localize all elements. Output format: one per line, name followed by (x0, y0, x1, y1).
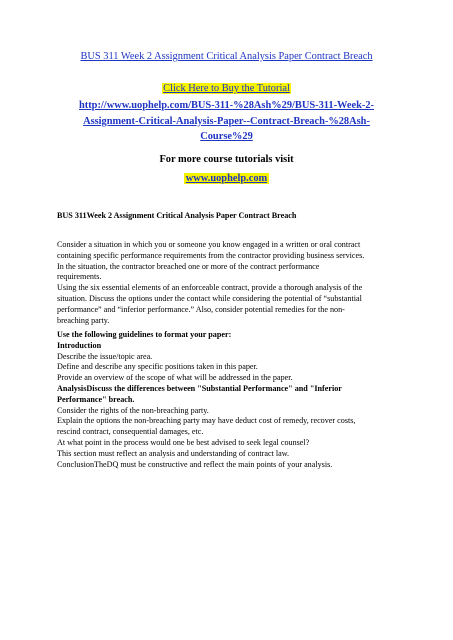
url-line: http://www.uophelp.com/BUS-311-%28Ash%29/BUS-311-Week-2- (78, 100, 374, 111)
buy-tutorial-link[interactable]: Click Here to Buy the Tutorial (163, 83, 290, 94)
analysis-line: Explain the options the non-breaching party may have deduct cost of remedy, recover costs, (57, 416, 356, 426)
assignment-description (57, 240, 402, 326)
paragraph-line: situation. Discuss the options under the contact while considering the potential of “substantial (57, 293, 362, 303)
analysis-line: Consider the rights of the non-breaching party. (57, 405, 209, 415)
title-link[interactable]: BUS 311 Week 2 Assignment Critical Analysis Paper Contract Breach (80, 51, 373, 62)
assignment-heading: BUS 311Week 2 Assignment Critical Analysis Paper Contract Breach (57, 211, 297, 220)
paragraph-line: requirements. (57, 272, 102, 282)
site-link[interactable]: www.uophelp.com (185, 173, 268, 184)
url-line: Assignment-Critical-Analysis-Paper--Contract-Breach-%28Ash- (83, 115, 370, 127)
guidelines-heading: Use the following guidelines to format your paper: (57, 330, 232, 339)
paragraph-line: In the situation, the contractor breached one or more of the contract performance (57, 261, 320, 271)
tutorial-url-link[interactable] (60, 98, 393, 145)
paragraph-line: Using the six essential elements of an enforceable contract, provide a thorough analysis of the (57, 283, 363, 293)
analysis-heading: Performance" breach. (57, 394, 135, 404)
buy-tutorial-row (0, 82, 453, 95)
paragraph-line: performance” and “inferior performance.” Also, consider potential remedies for the non- (57, 304, 345, 314)
introduction-heading: Introduction (57, 340, 102, 350)
introduction-line: Describe the issue/topic area. (57, 351, 153, 361)
paragraph-line: Consider a situation in which you or someone you know engaged in a written or oral contract (57, 240, 361, 249)
introduction-line: Provide an overview of the scope of what will be addressed in the paper. (57, 373, 293, 383)
analysis-line: At what point in the process would one be best advised to seek legal counsel? (57, 437, 310, 447)
url-line: Course%29 (200, 131, 253, 142)
more-tutorials-text: For more course tutorials visit (159, 154, 294, 165)
analysis-line: This section must reflect an analysis and understanding of contract law. (57, 448, 290, 458)
guidelines-section (57, 330, 402, 470)
analysis-line: rescind contract, consequential damages, etc. (57, 427, 204, 437)
introduction-line: Define and describe any specific positions taken in this paper. (57, 362, 258, 372)
site-row (0, 172, 453, 185)
paragraph-line: breaching party. (57, 315, 110, 325)
conclusion-line: ConclusionTheDQ must be constructive and reflect the main points of your analysis. (57, 459, 333, 469)
paragraph-line: containing specific performance requirements from the contractor providing business services. (57, 250, 365, 260)
analysis-heading: AnalysisDiscuss the differences between "Substantial Performance" and "Inferior (57, 383, 342, 393)
